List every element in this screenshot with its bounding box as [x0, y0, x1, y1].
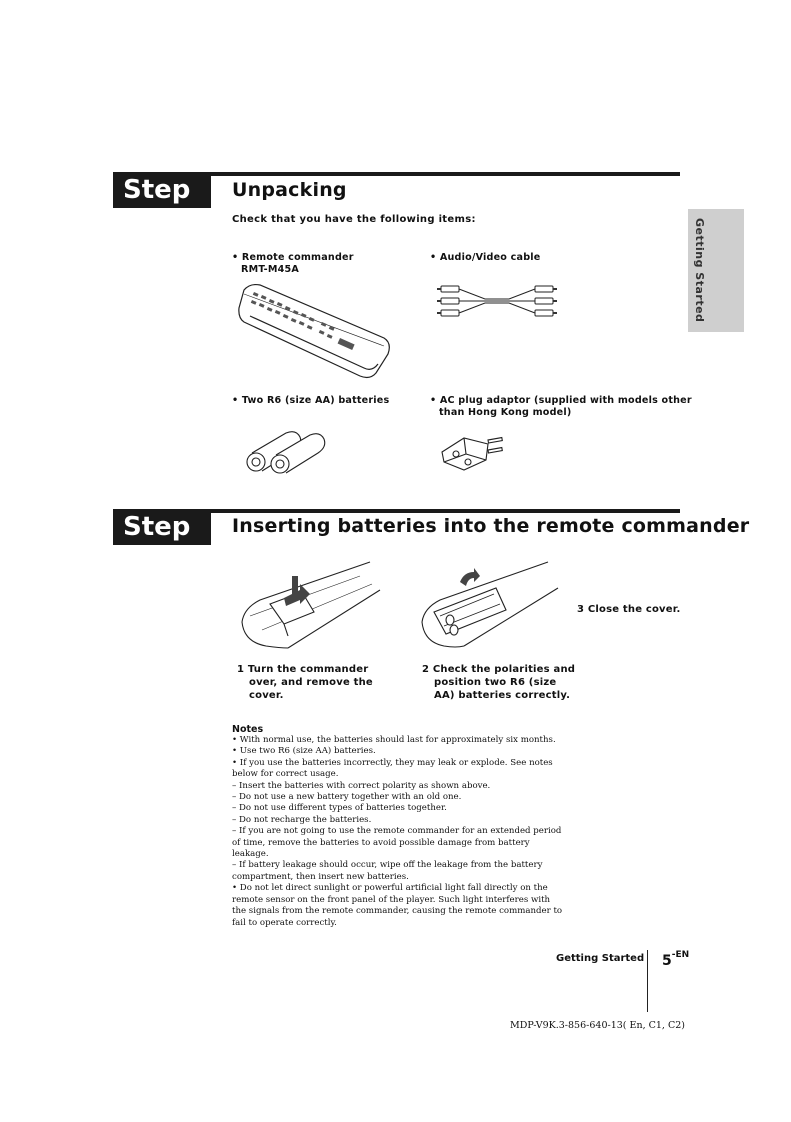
document-code: MDP-V9K.3-856-640-13( En, C1, C2): [510, 1020, 685, 1031]
note-line: – Do not recharge the batteries.: [232, 814, 372, 825]
item-ac-adaptor: • AC plug adaptor (supplied with models other than Hong Kong model): [430, 395, 692, 418]
page-number: $5^{-EN}$: [662, 950, 690, 969]
note-line: • Do not let direct sunlight or powerful artificial light fall directly on the: [232, 883, 548, 894]
step1-rule: [211, 172, 680, 176]
batteries-illustration: [240, 425, 328, 475]
step2-instruction-3: 3 Close the cover.: [577, 604, 681, 615]
item-av-cable: • Audio/Video cable: [430, 252, 541, 263]
remote-commander-illustration: [236, 280, 396, 385]
footer-section: Getting Started: [556, 953, 645, 964]
note-line: of time, remove the batteries to avoid possible damage from battery: [232, 837, 530, 848]
insert-batteries-illustration: [420, 560, 560, 652]
step1-label: Step 1: [113, 172, 211, 208]
note-line: compartment, then insert new batteries.: [232, 871, 409, 882]
note-line: leakage.: [232, 849, 269, 860]
ac-adaptor-illustration: [436, 430, 508, 474]
notes-title: Notes: [232, 724, 264, 735]
note-line: – Do not use different types of batteries together.: [232, 803, 447, 814]
note-line: – Insert the batteries with correct polarity as shown above.: [232, 780, 491, 791]
notes-list: [232, 735, 562, 929]
note-line: – If you are not going to use the remote commander for an extended period: [232, 826, 562, 837]
note-line: • If you use the batteries incorrectly, they may leak or explode. See notes: [232, 757, 553, 768]
step2-label: Step 2: [113, 509, 211, 545]
step1-title: Unpacking: [232, 179, 347, 201]
note-line: • With normal use, the batteries should last for approximately six months.: [232, 735, 556, 745]
step1-intro: Check that you have the following items:: [232, 214, 476, 225]
note-line: the signals from the remote commander, causing the remote commander to: [232, 906, 563, 917]
footer-divider: [647, 950, 648, 1012]
note-line: remote sensor on the front panel of the player. Such light interferes with: [232, 894, 551, 905]
step2-rule: [211, 509, 680, 513]
remove-cover-illustration: [240, 560, 385, 652]
step2-instruction-1: 1 Turn the commander over, and remove the cover.: [237, 664, 373, 701]
step2-instruction-2: 2 Check the polarities and position two R6 (size AA) batteries correctly.: [422, 664, 576, 701]
note-line: – Do not use a new battery together with an old one.: [232, 792, 462, 803]
av-cable-illustration: [437, 283, 559, 319]
note-line: below for correct usage.: [232, 769, 339, 780]
side-tab-label: Getting Started: [693, 218, 706, 323]
item-remote-commander: • Remote commander RMT-M45A: [232, 252, 354, 275]
note-line: • Use two R6 (size AA) batteries.: [232, 746, 376, 757]
item-batteries: • Two R6 (size AA) batteries: [232, 395, 390, 406]
note-line: – If battery leakage should occur, wipe off the leakage from the battery: [232, 860, 543, 871]
step2-title: Inserting batteries into the remote commander: [232, 515, 750, 537]
note-line: fail to operate correctly.: [232, 917, 337, 928]
